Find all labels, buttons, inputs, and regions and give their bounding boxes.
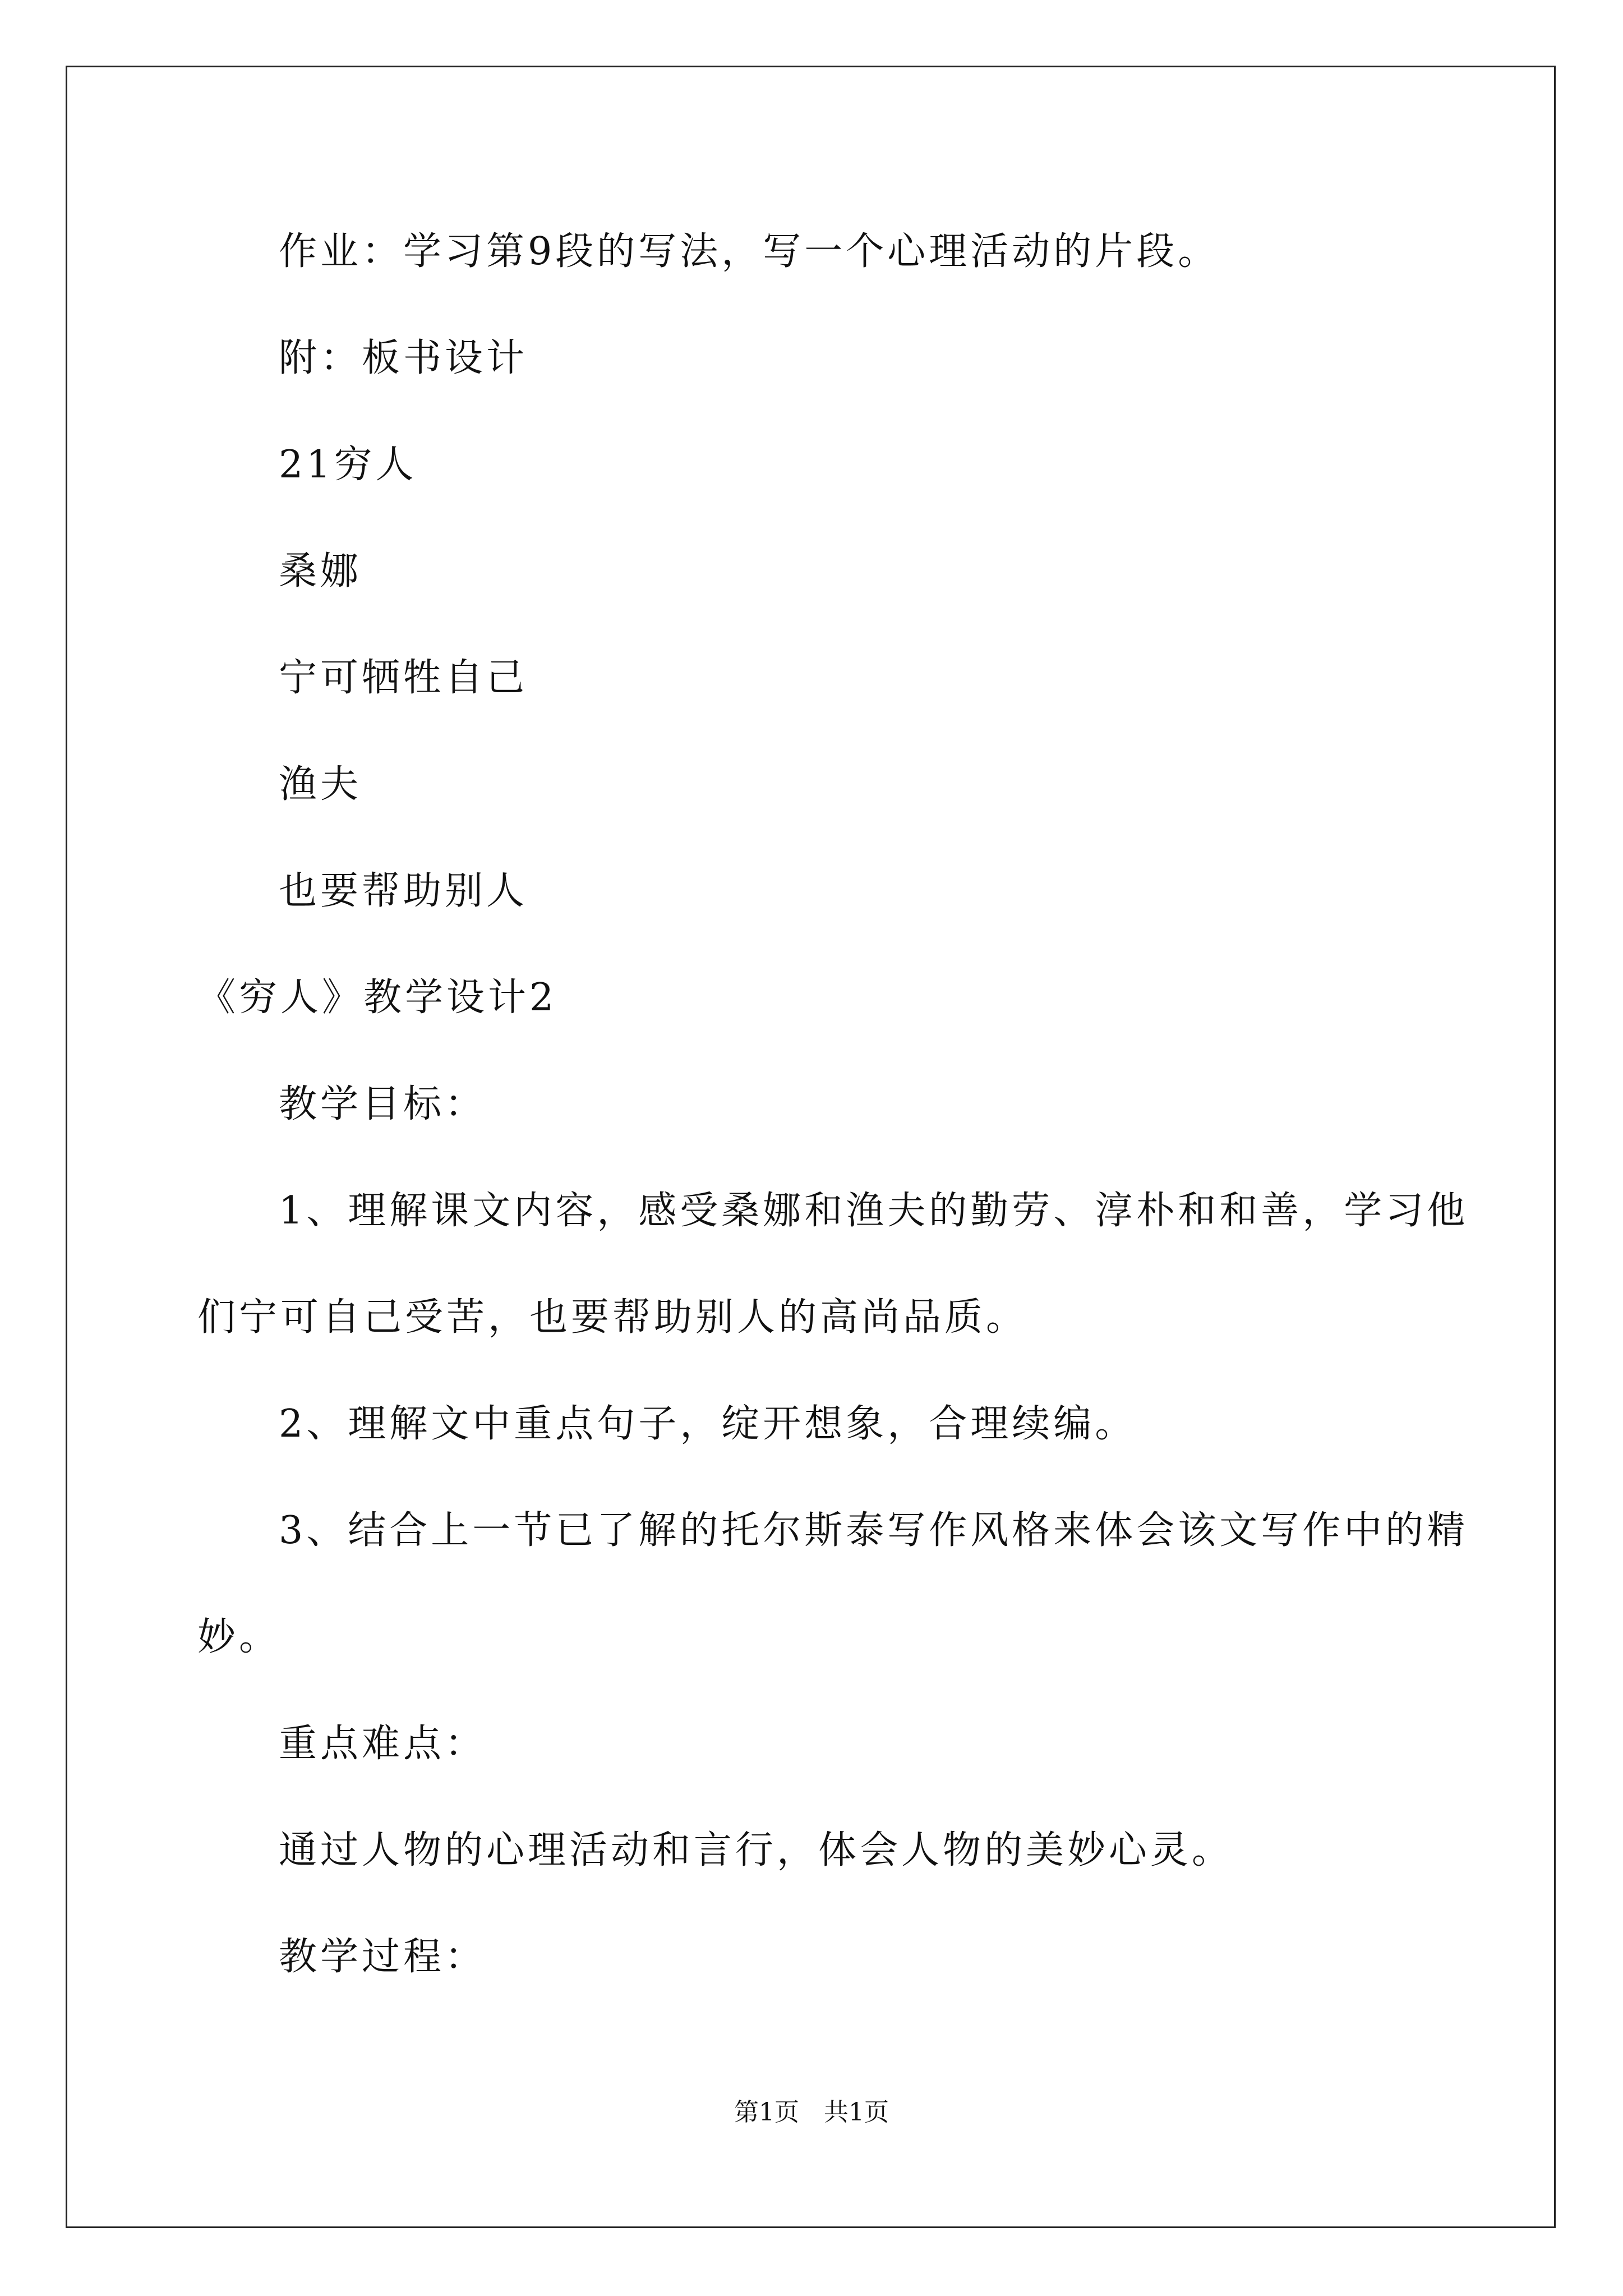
section-heading: 《穷人》教学设计2 [197, 976, 557, 1020]
objective-3-line-2: 妙。 [197, 1615, 281, 1659]
process-heading: 教学过程： [279, 1935, 487, 1979]
board-line-sangna: 桑娜 [279, 549, 362, 593]
objectives-heading: 教学目标： [279, 1082, 487, 1126]
board-line-help: 也要帮助别人 [279, 869, 528, 913]
paragraph-homework: 作业：学习第9段的写法，写一个心理活动的片段。 [279, 229, 1220, 274]
page-border [66, 66, 1556, 2228]
objective-1-line-1: 1、理解课文内容，感受桑娜和渔夫的勤劳、淳朴和和善，学习他 [279, 1189, 1469, 1233]
board-line-fisherman: 渔夫 [279, 762, 362, 807]
key-points-heading: 重点难点： [279, 1722, 487, 1766]
board-line-sacrifice: 宁可牺牲自己 [279, 656, 528, 700]
paragraph-appendix: 附：板书设计 [279, 336, 528, 380]
key-points-text: 通过人物的心理活动和言行，体会人物的美妙心灵。 [279, 1828, 1234, 1872]
objective-2: 2、理解文中重点句子，绽开想象，合理续编。 [279, 1402, 1137, 1446]
objective-1-line-2: 们宁可自己受苦，也要帮助别人的高尚品质。 [197, 1295, 1028, 1340]
objective-3-line-1: 3、结合上一节已了解的托尔斯泰写作风格来体会该文写作中的精 [279, 1508, 1469, 1553]
board-line-title: 21穷人 [279, 443, 417, 487]
page-number-footer: 第1页 共1页 [734, 2098, 889, 2127]
